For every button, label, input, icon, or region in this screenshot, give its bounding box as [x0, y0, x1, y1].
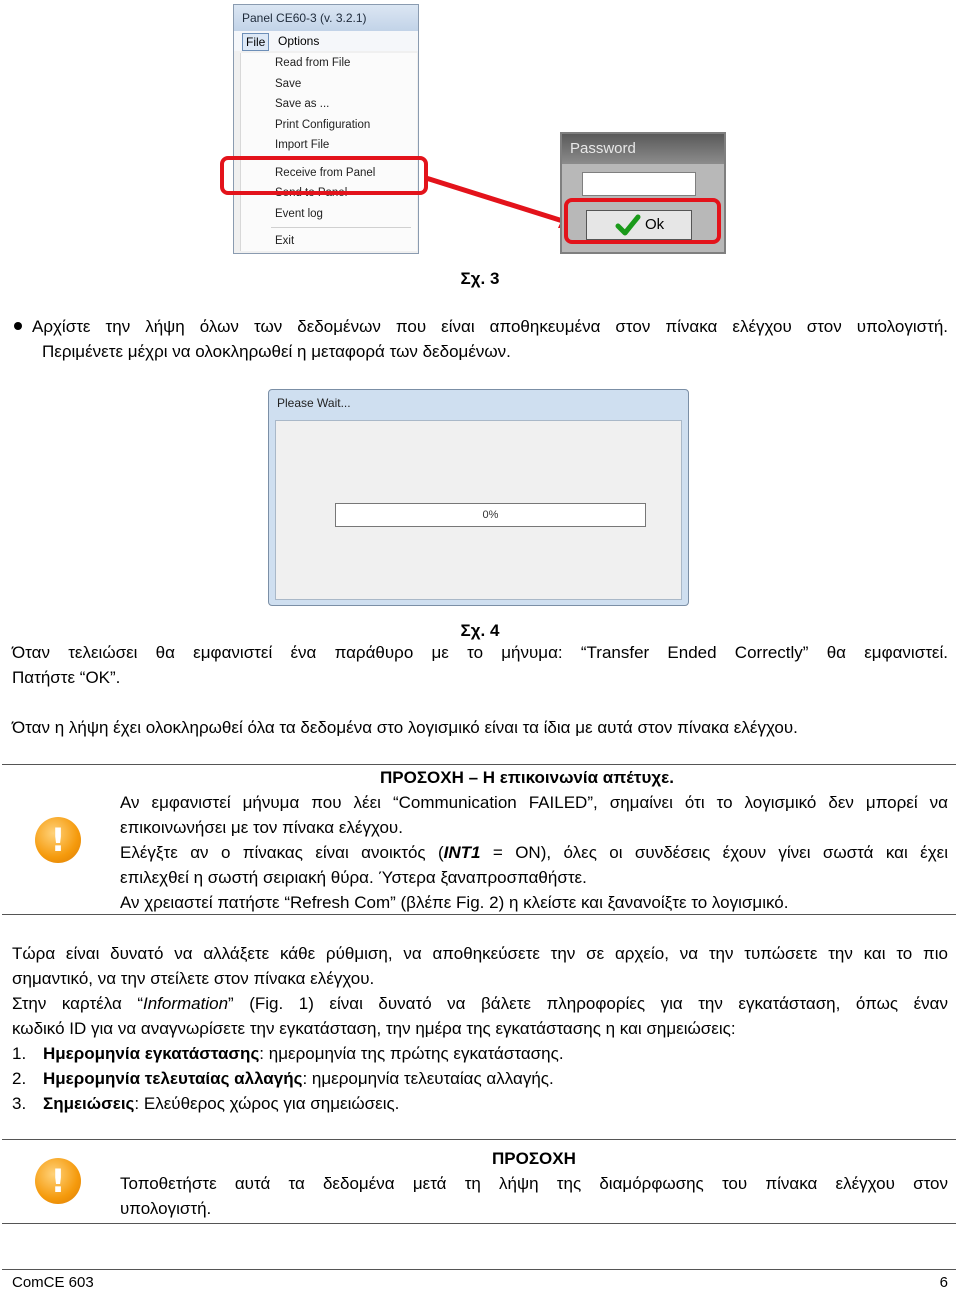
highlight-receive-from-panel: [220, 156, 428, 195]
menu-options[interactable]: Options: [278, 34, 320, 48]
footer-doc-name: ComCE 603: [12, 1274, 94, 1291]
progress-text: 0%: [482, 509, 499, 521]
list-item: 2. Ημερομηνία τελευταίας αλλαγής: ημερομηνία τελευταίας αλλαγής.: [12, 1069, 554, 1088]
warning1-heading: ΠΡΟΣΟΧΗ – Η επικοινωνία απέτυχε.: [380, 768, 674, 787]
please-wait-title: Please Wait...: [277, 396, 351, 410]
list-item: 3. Σημειώσεις: Ελεύθερος χώρος για σημειώσεις.: [12, 1094, 400, 1113]
divider: [2, 1223, 956, 1224]
settings-text-line1: Τώρα είναι δυνατό να αλλάξετε κάθε ρύθμιση, να αποθηκεύσετε την σε αρχείο, να την τυπώσετε την και το πιο: [12, 944, 948, 963]
warning-icon: !: [35, 1158, 81, 1204]
information-tab-label: Information: [143, 994, 229, 1013]
warning1-line4: επιλεχθεί η σωστή σειριακή θύρα. Ύστερα ξαναπροσπαθήστε.: [120, 868, 587, 887]
menu-item-send-to-panel[interactable]: Send to Panel: [275, 187, 348, 199]
bullet-dot: [14, 322, 22, 330]
warning1-line3: Ελέγξτε αν ο πίνακας είναι ανοικτός (INT1 = ON), όλες οι συνδέσεις έχουν γίνει σωστά και έχει: [120, 843, 948, 862]
menu-item-exit[interactable]: Exit: [275, 235, 295, 247]
divider: [2, 914, 956, 915]
warning1-line2: επικοινωνήσει με τον πίνακα ελέγχου.: [120, 818, 403, 837]
menu-item-event-log[interactable]: Event log: [275, 208, 323, 220]
divider: [2, 1139, 956, 1140]
transfer-text-line2: Πατήστε “OK”.: [12, 668, 121, 687]
menu-item-import-file[interactable]: Import File: [275, 139, 330, 151]
menu-separator: [271, 227, 411, 228]
menu-item-receive-from-panel[interactable]: Receive from Panel: [275, 167, 376, 179]
bullet-text-line1: Αρχίστε την λήψη όλων των δεδομένων που είναι αποθηκευμένα στον πίνακα ελέγχου στον υπολογιστή.: [32, 317, 948, 336]
warning2-line1: Τοποθετήστε αυτά τα δεδομένα μετά τη λήψη της διαμόρφωσης του πίνακα ελέγχου στον: [120, 1174, 948, 1193]
footer-page-number: 6: [939, 1274, 948, 1291]
warning2-heading: ΠΡΟΣΟΧΗ: [492, 1149, 576, 1168]
menu-item-print-configuration[interactable]: Print Configuration: [275, 119, 371, 131]
panel-menu-window: [233, 4, 419, 254]
bullet-text-line2: Περιμένετε μέχρι να ολοκληρωθεί η μεταφορά των δεδομένων.: [42, 342, 511, 361]
transfer-text-line1: Όταν τελειώσει θα εμφανιστεί ένα παράθυρο με το μήνυμα: “Transfer Ended Correctly” θα εμφανιστεί.: [12, 643, 948, 662]
menu-item-save-as[interactable]: Save as ...: [275, 98, 330, 110]
menu-window-title: Panel CE60-3 (v. 3.2.1): [234, 5, 418, 31]
highlight-ok-button: [564, 198, 721, 244]
settings-text-line3: Στην καρτέλα “Information” (Fig. 1) είναι δυνατό να βάλετε πληροφορίες για την εγκατάσταση, όπως έναν: [12, 994, 948, 1013]
please-wait-window: [268, 389, 689, 606]
file-menu-dropdown: [240, 53, 417, 251]
please-wait-body: [275, 420, 682, 600]
int1-label: INT1: [443, 843, 481, 862]
warning2-line2: υπολογιστή.: [120, 1199, 212, 1218]
ok-button-label: Ok: [645, 216, 665, 233]
menu-file[interactable]: File: [242, 33, 269, 51]
password-window-title: Password: [562, 134, 724, 164]
figure-caption-4: Σχ. 4: [460, 621, 500, 640]
figure-caption-3: Σχ. 3: [460, 269, 500, 288]
menu-item-read-from-file[interactable]: Read from File: [275, 57, 351, 69]
menu-item-save[interactable]: Save: [275, 78, 302, 90]
warning-icon: !: [35, 817, 81, 863]
footer-divider: [2, 1269, 956, 1270]
list-item: 1. Ημερομηνία εγκατάστασης: ημερομηνία της πρώτης εγκατάστασης.: [12, 1044, 564, 1063]
menu-bar: [234, 31, 418, 51]
settings-text-line2: σημαντικό, να την στείλετε στον πίνακα ελέγχου.: [12, 969, 375, 988]
complete-text: Όταν η λήψη έχει ολοκληρωθεί όλα τα δεδομένα στο λογισμικό είναι τα ίδια με αυτά στον πίνακα ελέγχου.: [12, 718, 798, 737]
progress-bar: [335, 503, 646, 527]
password-input[interactable]: [582, 172, 696, 196]
settings-text-line4: κωδικό ID για να αναγνωρίσετε την εγκατάσταση, την ημέρα της εγκατάστασης η και σημειώσεις:: [12, 1019, 736, 1038]
warning1-line5: Αν χρειαστεί πατήστε “Refresh Com” (βλέπε Fig. 2) η κλείστε και ξανανοίξτε το λογισμικό.: [120, 893, 789, 912]
warning1-line1: Αν εμφανιστεί μήνυμα που λέει “Communication FAILED”, σημαίνει ότι το λογισμικό δεν μπορεί να: [120, 793, 948, 812]
